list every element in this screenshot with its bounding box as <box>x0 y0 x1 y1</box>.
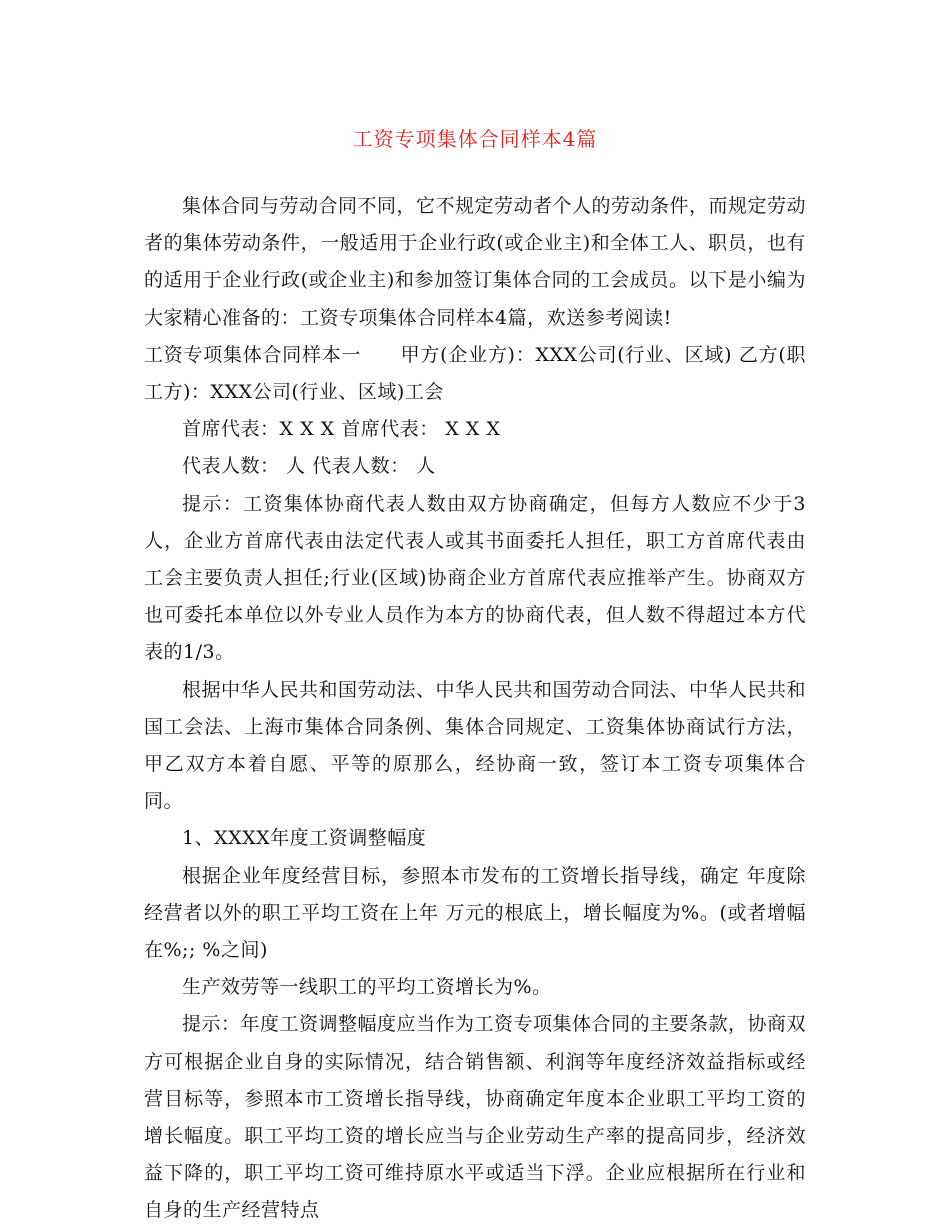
paragraph-representative-count: 代表人数： 人 代表人数： 人 <box>182 455 436 478</box>
document-body <box>144 188 806 1230</box>
paragraph-intro: 集体合同与劳动合同不同，它不规定劳动者个人的劳动条件，而规定劳动者的集体劳动条件，一般适用于企业行政(或企业主)和全体工人、职员，也有的适用于企业行政(或企业主)和参加签订集体合同的工会成员。以下是小编为大家精心准备的：工资专项集体合同样本4篇，欢送参考阅读! <box>144 195 807 329</box>
paragraph-legal-basis: 根据中华人民共和国劳动法、中华人民共和国劳动合同法、中华人民共和国工会法、上海市集体合同条例、集体合同规定、工资集体协商试行方法，甲乙双方本着自愿、平等的原那么，经协商一致，签订本工资专项集体合同。 <box>144 678 807 813</box>
paragraph-chief-representatives: 首席代表：X X X 首席代表： X X X <box>182 418 501 441</box>
document-title: 工资专项集体合同样本4篇 <box>352 127 598 151</box>
paragraph-tip-adjustment: 提示：年度工资调整幅度应当作为工资专项集体合同的主要条款，协商双方可根据企业自身的实际情况，结合销售额、利润等年度经济效益指标或经营目标等，参照本市工资增长指导线，协商确定年度本企业职工平均工资的增长幅度。职工平均工资的增长应当与企业劳动生产率的提高同步，经济效益下降的，职工平均工资可维持原水平或适当下浮。企业应根据所在行业和自身的生产经营特点 <box>144 1013 807 1222</box>
paragraph-tip-representatives: 提示：工资集体协商代表人数由双方协商确定，但每方人数应不少于3人，企业方首席代表由法定代表人或其书面委托人担任，职工方首席代表由工会主要负责人担任;行业(区域)协商企业方首席代表应推举产生。协商双方也可委托本单位以外专业人员作为本方的协商代表，但人数不得超过本方代表的1/3。 <box>144 492 806 664</box>
paragraph-frontline-growth: 生产效劳等一线职工的平均工资增长为%。 <box>182 976 552 999</box>
section-heading-wage-adjustment: 1、XXXX年度工资调整幅度 <box>182 827 427 850</box>
paragraph-wage-growth: 根据企业年度经营目标，参照本市发布的工资增长指导线，确定 年度除经营者以外的职工平均工资在上年 万元的根底上，增长幅度为%。(或者增幅在%;; %之间) <box>144 864 806 962</box>
paragraph-parties: 工资专项集体合同样本一 甲方(企业方)：XXX公司(行业、区域) 乙方(职工方)：XXX公司(行业、区域)工会 <box>144 343 806 404</box>
